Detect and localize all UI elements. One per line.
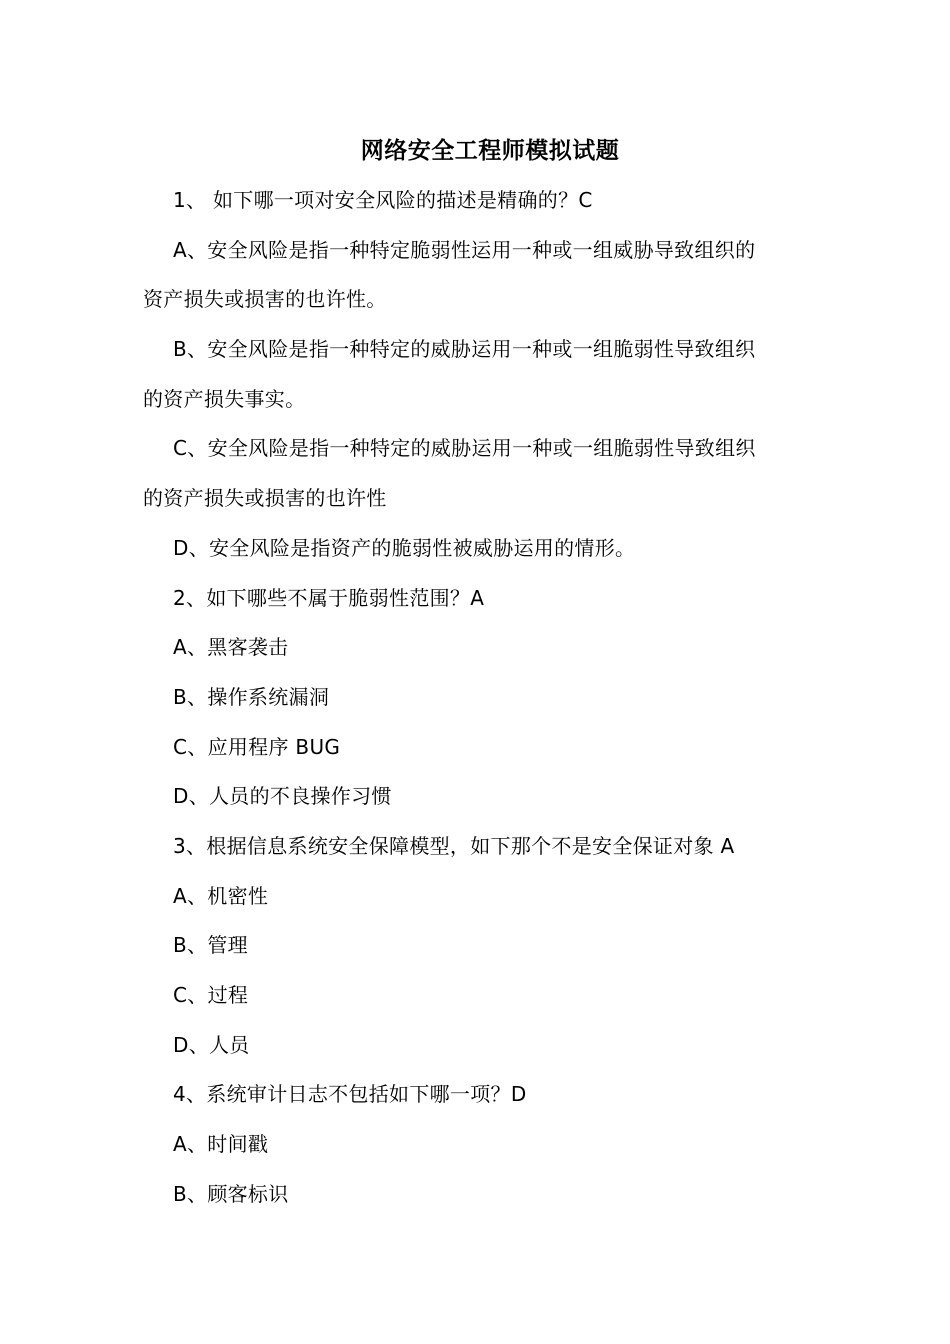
text-line: B、顾客标识 xyxy=(173,1181,289,1206)
text-line: B、管理 xyxy=(173,933,248,958)
text-line: D、人员的不良操作习惯 xyxy=(173,784,392,809)
text-line: A、安全风险是指一种特定脆弱性运用一种或一组威胁导致组织的 xyxy=(173,237,756,262)
text-line: 1、 如下哪一项对安全风险的描述是精确的？C xyxy=(173,188,593,212)
text-line: D、人员 xyxy=(173,1032,250,1057)
text-line: 2、如下哪些不属于脆弱性范围？A xyxy=(173,585,485,610)
text-line: A、机密性 xyxy=(173,883,269,908)
text-line: 的资产损失事实。 xyxy=(143,386,306,411)
text-line: 资产损失或损害的也许性。 xyxy=(143,287,387,312)
text-line: B、操作系统漏洞 xyxy=(173,684,330,709)
text-line: C、安全风险是指一种特定的威胁运用一种或一组脆弱性导致组织 xyxy=(173,436,756,461)
document-title: 网络安全工程师模拟试题 xyxy=(360,138,620,164)
text-line: 4、系统审计日志不包括如下哪一项？D xyxy=(173,1082,527,1107)
text-line: A、黑客袭击 xyxy=(173,635,289,660)
text-line: A、时间戳 xyxy=(173,1132,269,1157)
text-line: C、应用程序 BUG xyxy=(173,734,341,759)
text-line: B、安全风险是指一种特定的威胁运用一种或一组脆弱性导致组织 xyxy=(173,337,756,362)
document-body xyxy=(143,176,803,1219)
text-line: C、过程 xyxy=(173,983,249,1007)
text-line: D、安全风险是指资产的脆弱性被威胁运用的情形。 xyxy=(173,535,636,560)
text-line: 的资产损失或损害的也许性 xyxy=(143,486,387,511)
text-line: 3、根据信息系统安全保障模型，如下那个不是安全保证对象 A xyxy=(173,833,735,858)
